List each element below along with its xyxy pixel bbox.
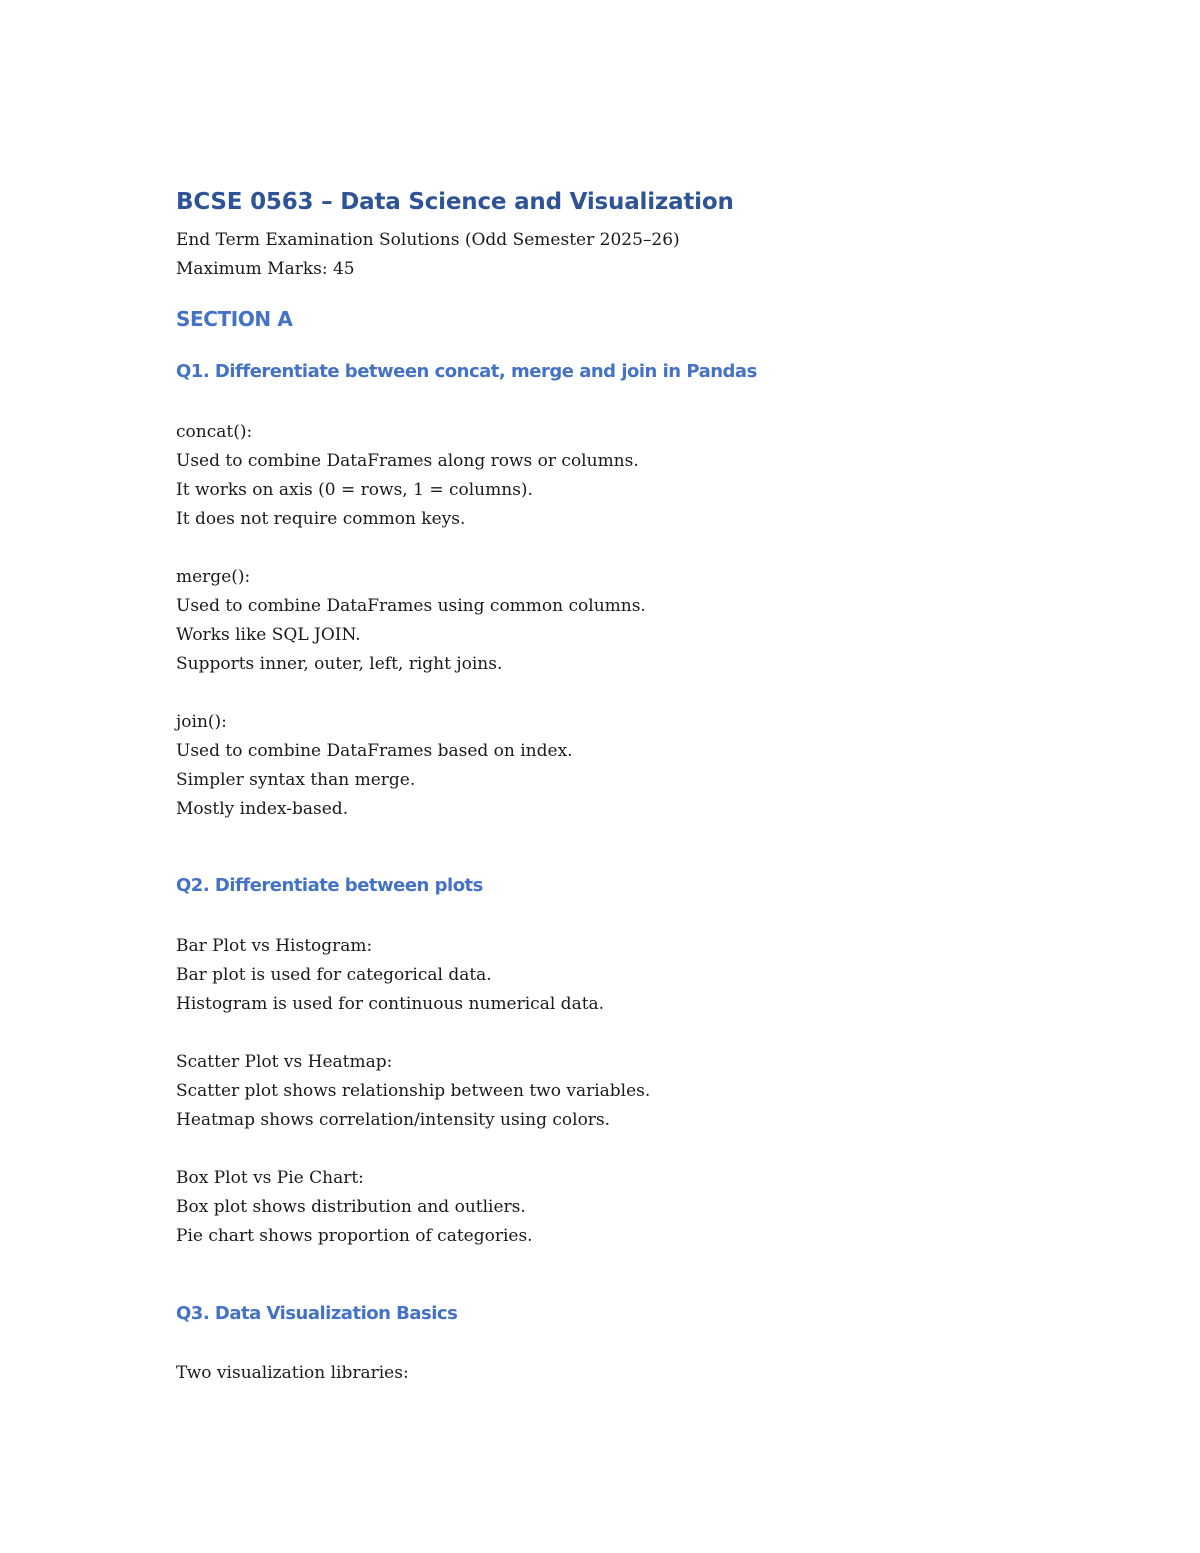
box-pie-label: Box Plot vs Pie Chart:: [176, 1168, 364, 1188]
box-pie-line: Pie chart shows proportion of categories.: [176, 1226, 533, 1246]
max-marks: Maximum Marks: 45: [176, 259, 355, 279]
q1-concat-block: [176, 418, 639, 534]
scatter-heat-label: Scatter Plot vs Heatmap:: [176, 1052, 393, 1072]
q2-box-pie-block: [176, 1164, 533, 1251]
merge-label: merge():: [176, 567, 251, 587]
document-subtitle: End Term Examination Solutions (Odd Semester 2025–26): [176, 230, 680, 250]
document-info: [176, 226, 680, 284]
box-pie-line: Box plot shows distribution and outliers.: [176, 1197, 526, 1217]
join-line: Simpler syntax than merge.: [176, 770, 416, 790]
q3-intro: Two visualization libraries:: [176, 1363, 409, 1383]
merge-line: Supports inner, outer, left, right joins.: [176, 654, 503, 674]
concat-label: concat():: [176, 422, 253, 442]
join-label: join():: [176, 712, 227, 732]
q2-bar-hist-block: [176, 932, 604, 1019]
concat-line: It does not require common keys.: [176, 509, 466, 529]
merge-line: Used to combine DataFrames using common columns.: [176, 596, 646, 616]
q1-merge-block: [176, 563, 646, 679]
join-line: Used to combine DataFrames based on index.: [176, 741, 573, 761]
q1-join-block: [176, 708, 573, 824]
q3-intro-block: [176, 1359, 409, 1388]
join-line: Mostly index-based.: [176, 799, 349, 819]
document-title: BCSE 0563 – Data Science and Visualization: [176, 189, 734, 215]
merge-line: Works like SQL JOIN.: [176, 625, 361, 645]
q3-heading: Q3. Data Visualization Basics: [176, 1303, 458, 1324]
concat-line: It works on axis (0 = rows, 1 = columns).: [176, 480, 533, 500]
section-a-heading: SECTION A: [176, 307, 293, 331]
concat-line: Used to combine DataFrames along rows or columns.: [176, 451, 639, 471]
bar-hist-label: Bar Plot vs Histogram:: [176, 936, 373, 956]
bar-hist-line: Histogram is used for continuous numerical data.: [176, 994, 605, 1014]
scatter-heat-line: Scatter plot shows relationship between two variables.: [176, 1081, 651, 1101]
q2-heading: Q2. Differentiate between plots: [176, 875, 483, 896]
q1-heading: Q1. Differentiate between concat, merge and join in Pandas: [176, 361, 757, 382]
bar-hist-line: Bar plot is used for categorical data.: [176, 965, 492, 985]
q2-scatter-heat-block: [176, 1048, 650, 1135]
scatter-heat-line: Heatmap shows correlation/intensity using colors.: [176, 1110, 611, 1130]
